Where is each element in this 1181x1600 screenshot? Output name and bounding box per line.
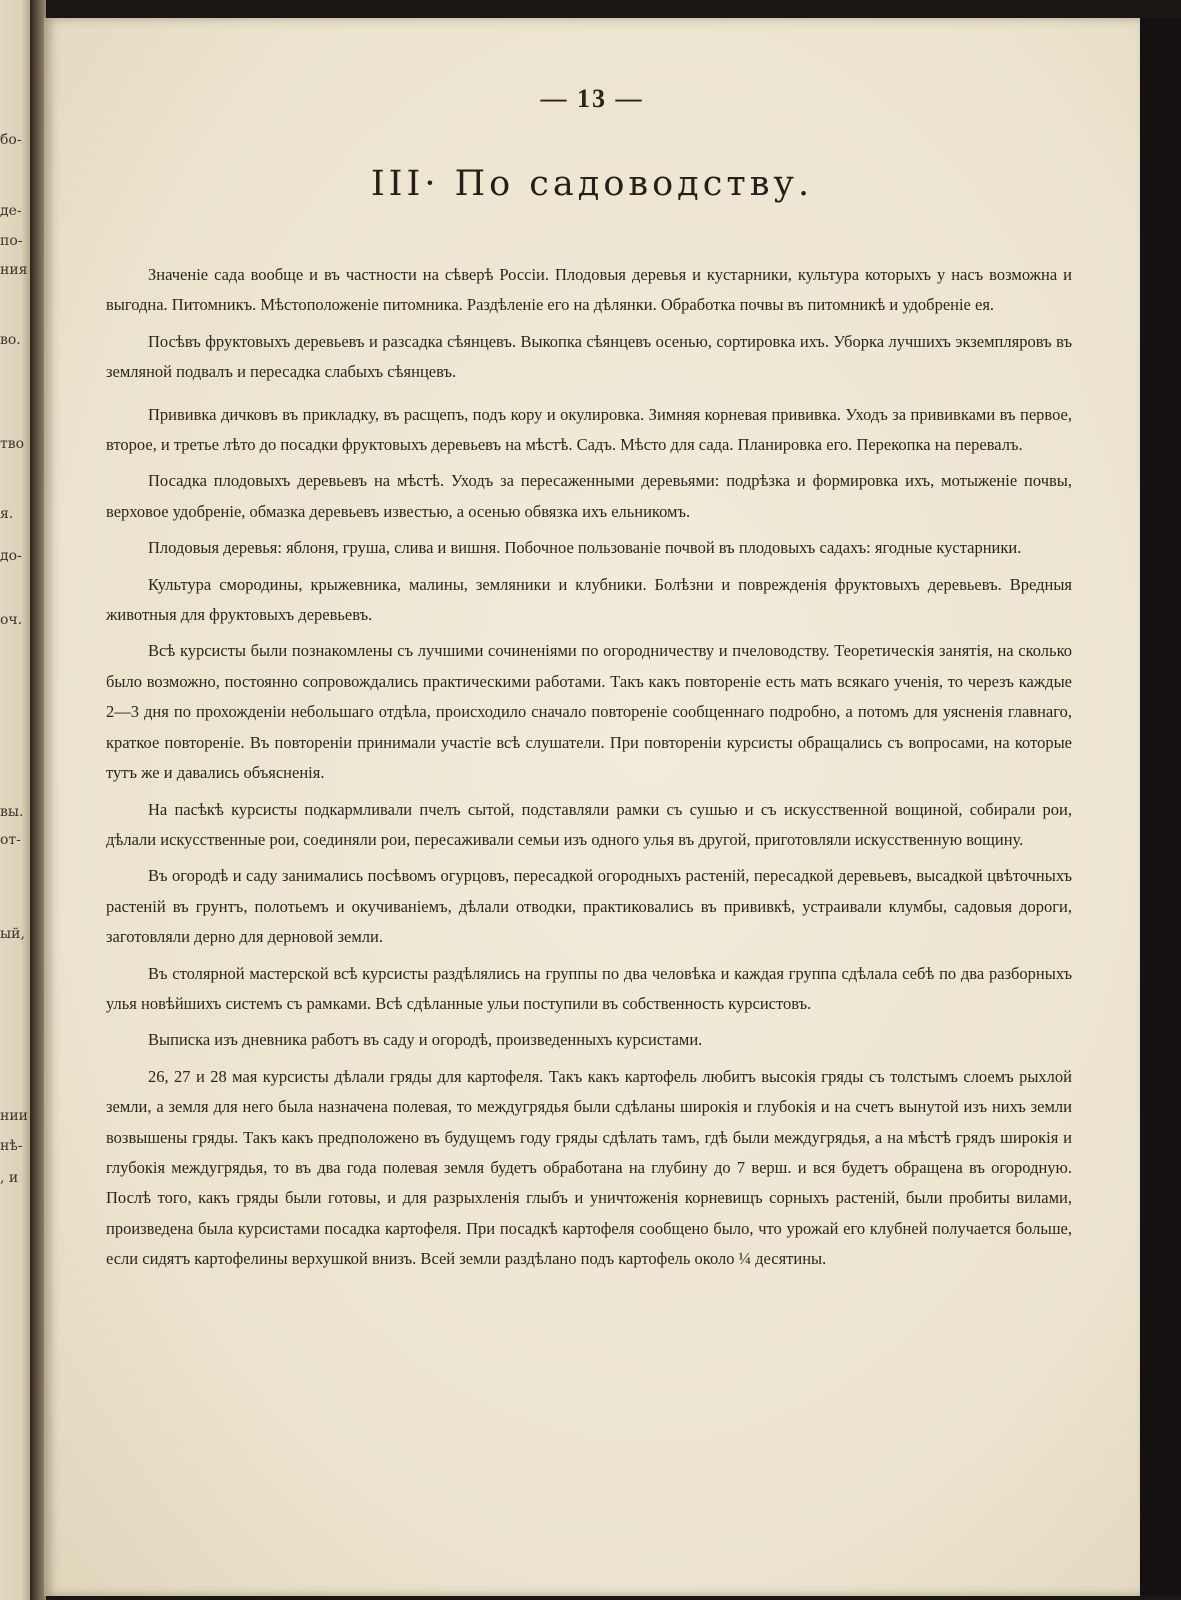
paragraph: Значеніе сада вообще и въ частности на сѣверѣ Россіи. Плодовыя деревья и кустарники, культура которыхъ у насъ возможна и выгодна. Питомникъ. Мѣстоположеніе питомника. Раздѣленіе его на дѣлянки. Обработка почвы въ питомникѣ и удобреніе ея. xyxy=(106,265,1072,315)
paragraph: Посѣвъ фруктовыхъ деревьевъ и разсадка сѣянцевъ. Выкопка сѣянцевъ осенью, сортировка ихъ. Уборка лучшихъ экземпляровъ въ земляной подвалъ и пересадка слабыхъ сѣянцевъ. xyxy=(106,331,1072,382)
margin-fragment: де- xyxy=(0,203,22,219)
margin-fragment: оч. xyxy=(0,612,23,628)
margin-fragment: от- xyxy=(0,832,21,848)
margin-fragment: тво xyxy=(0,436,25,452)
paragraph: 26, 27 и 28 мая курсисты дѣлали гряды для картофеля. Такъ какъ картофель любитъ высокія гряды съ толстымъ слоемъ рыхлой земли, а земля для него была назначена полевая, то междугрядья были сдѣланы широкія и глубокія и на счетъ вынутой изъ нихъ земли возвышены гряды. Такъ какъ предположено въ будущемъ году гряды сдѣлать тамъ, гдѣ были междугрядья, а на мѣстѣ грядъ широкія и глубокія междугрядья, то въ два года полевая земля будетъ обработана на глубину до 7 верш. и вся будетъ обращена въ огородную. Послѣ того, какъ гряды были готовы, и для разрыхленія глыбъ и уничтоженія корневищъ сорныхъ растеній, были пробиты вилами, произведена была курсистами посадка картофеля. При посадкѣ картофеля сообщено было, что урожай его клубней получается больше, если сидятъ картофелины верхушкой внизъ. Всей земли раздѣлано подъ картофель около ¼ десятины. xyxy=(106,1066,1072,1269)
paragraph: Культура смородины, крыжевника, малины, земляники и клубники. Болѣзни и поврежденія фруктовыхъ деревьевъ. Вредныя животныя для фруктовыхъ деревьевъ. xyxy=(106,574,1072,625)
scan-background xyxy=(1140,18,1181,1596)
page xyxy=(44,18,1140,1596)
margin-fragment: до- xyxy=(0,548,22,564)
previous-page-edge xyxy=(0,0,30,1600)
margin-fragment: вы. xyxy=(0,804,24,820)
body-text xyxy=(106,260,1072,1281)
margin-fragment: во. xyxy=(0,332,21,348)
page-number: — 13 — xyxy=(540,84,644,113)
paragraph: На пасѣкѣ курсисты подкармливали пчелъ сытой, подставляли рамки съ сушью и съ искусственной вощиной, собирали рои, дѣлали искусственные рои, соединяли рои, пересаживали семьи изъ одного улья въ другой, приготовляли искусственную вощину. xyxy=(106,799,1072,849)
paragraph: Плодовыя деревья: яблоня, груша, слива и вишня. Побочное пользованіе почвой въ плодовыхъ садахъ: ягодные кустарники. xyxy=(148,538,1022,558)
margin-fragment: нии xyxy=(0,1108,28,1124)
paragraph: Выписка изъ дневника работъ въ саду и огородѣ, произведенныхъ курсистами. xyxy=(148,1030,703,1050)
section-title: III· По садоводству. xyxy=(370,164,814,204)
margin-fragment: ый, xyxy=(0,926,25,942)
margin-fragment: бо- xyxy=(0,132,22,148)
paragraph: Всѣ курсисты были познакомлены съ лучшими сочиненіями по огородничеству и пчеловодству. Теоретическія занятія, на сколько было возможно, постоянно сопровождались практическими работами. Такъ какъ повтореніе есть мать всякаго ученія, то черезъ каждые 2—3 дня по прохожденіи небольшаго отдѣла, происходило сначало повтореніе сообщеннаго подробно, а потомъ для уясненія главнаго, краткое повтореніе. Въ повтореніи принимали участіе всѣ слушатели. При повтореніи курсисты обращались съ вопросами, на которые тутъ же и давались объясненія. xyxy=(106,641,1072,783)
margin-fragment: по- xyxy=(0,233,23,249)
margin-fragment: нѣ- xyxy=(0,1138,23,1154)
paragraph: Посадка плодовыхъ деревьевъ на мѣстѣ. Уходъ за пересаженными деревьями: подрѣзка и формировка ихъ, мотыженіе почвы, верховое удобреніе, обмазка деревьевъ известью, а осенью обвязка ихъ ельникомъ. xyxy=(106,471,1072,521)
paragraph: Въ столярной мастерской всѣ курсисты раздѣлялись на группы по два человѣка и каждая группа сдѣлала себѣ по два разборныхъ улья новѣйшихъ системъ съ рамками. Всѣ сдѣланные ульи поступили въ собственность курсистовъ. xyxy=(106,963,1072,1013)
margin-fragment: ния xyxy=(0,262,28,278)
margin-fragment: я. xyxy=(0,506,14,522)
paragraph: Въ огородѣ и саду занимались посѣвомъ огурцовъ, пересадкой огородныхъ растеній, пересадкой деревьевъ, высадкой цвѣточныхъ растеній въ грунтъ, полотьемъ и окучиваніемъ, дѣлали отводки, практиковались въ прививкѣ, устраивали клумбы, садовыя дороги, заготовляли дерно для дерновой земли. xyxy=(106,866,1072,947)
margin-fragment: , и xyxy=(0,1170,19,1186)
paragraph: Прививка дичковъ въ прикладку, въ расщепъ, подъ кору и окулировка. Зимняя корневая прививка. Уходъ за прививками въ первое, второе, и третье лѣто до посадки фруктовыхъ деревьевъ на мѣстѣ. Садъ. Мѣсто для сада. Планировка его. Перекопка на перевалъ. xyxy=(106,404,1072,455)
